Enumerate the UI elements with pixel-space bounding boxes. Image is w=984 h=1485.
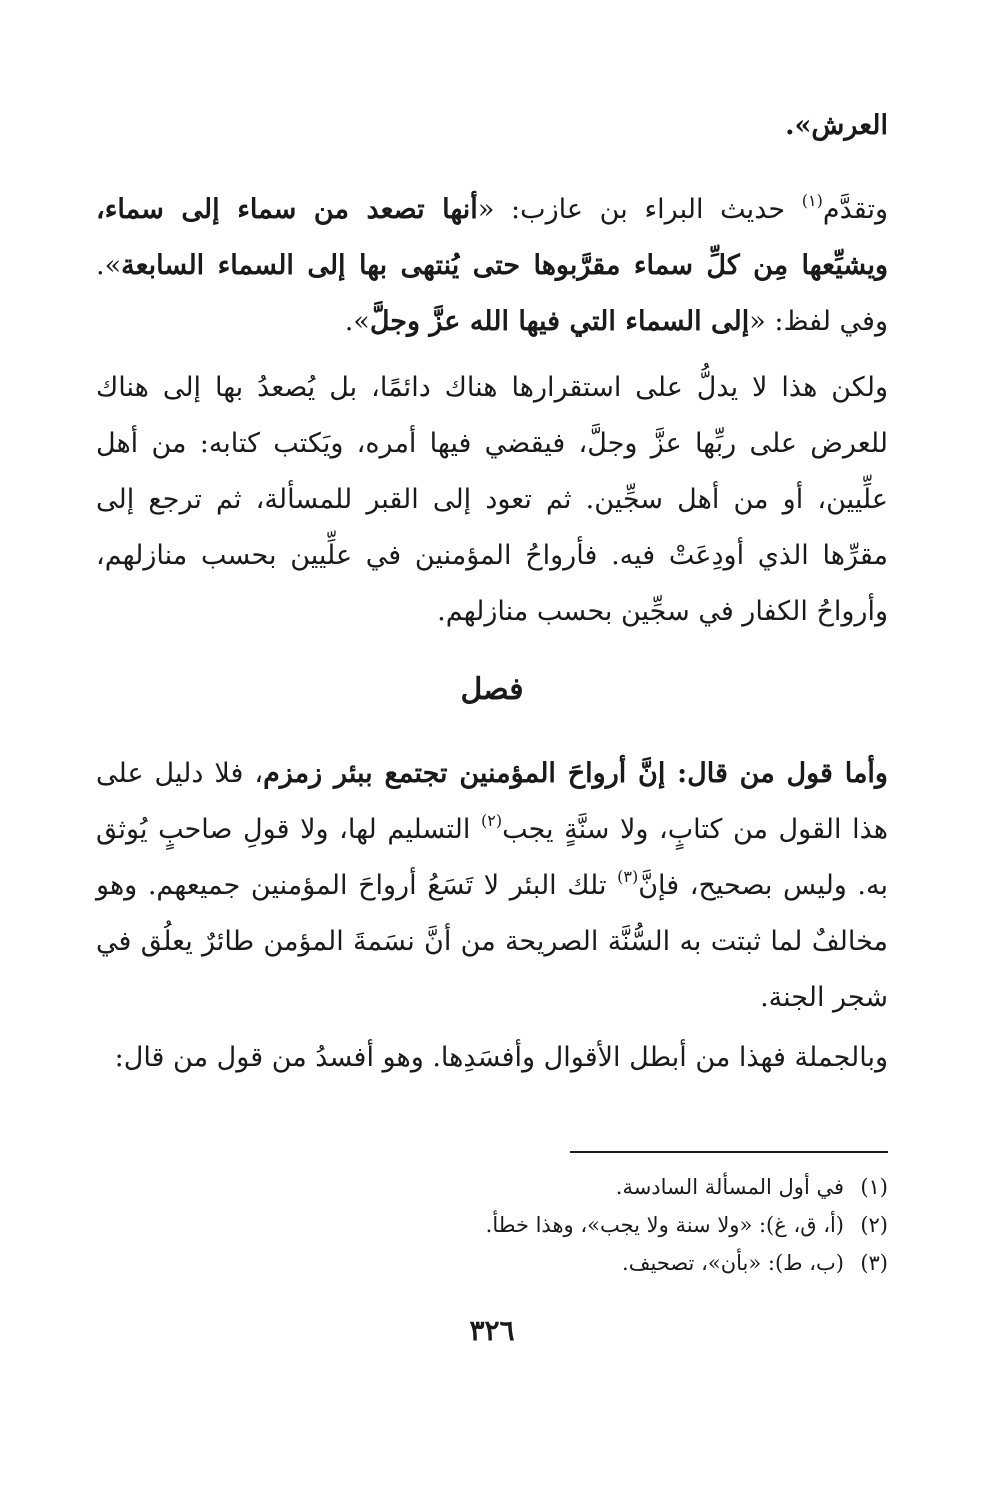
quoted-hadith-text: أنها تصعد من سماء إلى سماء، ويشيِّعها مِن كلِّ سماء مقرَّبوها حتى يُنتهى بها إلى السماء السابعة (96, 194, 888, 281)
footnote-item (96, 1244, 888, 1282)
text-run: تلك البئر لا تَسَعُ أرواحَ المؤمنين جميعهم. وهو مخالفٌ لما ثبتت به السُّنَّة الصريحة من أنَّ نسَمةَ المؤمن طائرٌ يعلُق في شجر الجنة. (96, 870, 888, 1013)
footnote-ref-3: (٣) (617, 867, 639, 886)
footnote-text: (ب، ط): «بأن»، تصحيف. (622, 1251, 844, 1275)
text-run: ». وفي لفظ: « (96, 250, 888, 337)
text-run: حديث البراء بن عازب: « (477, 194, 802, 225)
text-run: ولكن هذا لا يدلُّ على استقرارها هناك دائمًا، بل يُصعدُ بها إلى هناك للعرض على ربِّها عزَّ وجلَّ، فيقضي فيها أمره، ويَكتب كتابه: من أهل علِّيين، أو من أهل سجِّين. ثم تعود إلى القبر للمسألة، ثم ترجع إلى مقرِّها الذي أودِعَتْ فيه. فأرواحُ المؤمنين في علِّيين بحسب منازلهم، وأرواحُ الكفار في سجِّين بحسب منازلهم. (96, 372, 888, 627)
quoted-opinion: وأما قول من قال: إنَّ أرواحَ المؤمنين تجتمع ببئر زمزم (263, 758, 888, 789)
paragraph-zamzam (96, 746, 888, 1026)
footnote-item (96, 1168, 888, 1206)
footnote-number: (١) (860, 1175, 888, 1199)
text-run: ». (344, 306, 370, 337)
page-number: ٣٢٦ (469, 1314, 515, 1347)
text-run: التسليم لها، ولا قولِ صاحبٍ يُوثق به. وليس بصحيح، فإنَّ (96, 814, 888, 901)
footnote-item (96, 1206, 888, 1244)
text-run: وبالجملة فهذا من أبطل الأقوال وأفسَدِها. وهو أفسدُ من قول من قال: (114, 1042, 888, 1073)
section-heading: فصل (460, 672, 524, 707)
paragraph-bara-hadith (96, 182, 888, 350)
footnotes (96, 1168, 888, 1282)
footnote-ref-1: (١) (801, 191, 823, 210)
footnote-number: (٣) (860, 1251, 888, 1275)
footnote-text: (أ، ق، غ): «ولا سنة ولا يجب»، وهذا خطأ. (485, 1213, 844, 1237)
quoted-hadith-text: إلى السماء التي فيها الله عزَّ وجلَّ (369, 306, 750, 337)
text-run: وتقدَّم (822, 194, 888, 225)
footnote-text: في أول المسألة السادسة. (615, 1175, 844, 1199)
paragraph-continuation (96, 98, 888, 154)
paragraph-conclusion (96, 1030, 888, 1086)
footnote-divider (570, 1151, 888, 1153)
footnote-number: (٢) (860, 1213, 888, 1237)
paragraph-souls-ascent (96, 360, 888, 640)
text-run: العرش». (785, 110, 888, 141)
footnote-ref-2: (٢) (480, 811, 503, 830)
text-run: ، فلا دليل على هذا القول من كتابٍ، ولا سنَّةٍ يجب (96, 758, 889, 845)
